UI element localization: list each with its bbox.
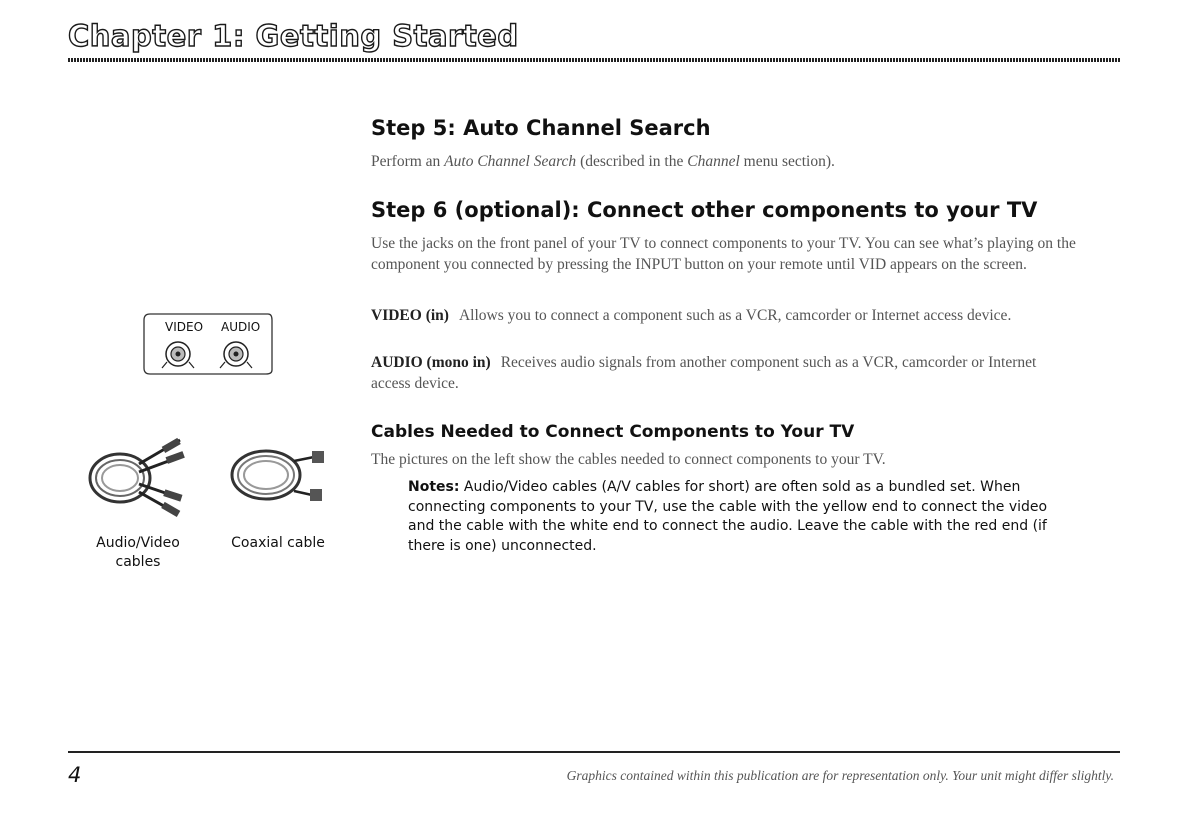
- av-cables-caption-line: Audio/Video: [96, 535, 180, 551]
- audio-jack-label: AUDIO: [221, 320, 261, 334]
- video-in-text: Allows you to connect a component such as a VCR, camcorder or Internet access device.: [458, 307, 1012, 324]
- footer-disclaimer: Graphics contained within this publication are for representation only. Your unit might differ slightly.: [566, 768, 1114, 783]
- video-jack-label: VIDEO: [165, 320, 204, 334]
- step5-text: [371, 151, 1111, 172]
- front-panel-jacks-illustration: [140, 310, 274, 376]
- audio-in-description: [371, 352, 1071, 394]
- chapter-header: [68, 16, 1120, 60]
- step6-intro: Use the jacks on the front panel of your TV to connect components to your TV. You can see what’s playing on the component you connected by pressing the INPUT button on your remote until VID appears on the screen.: [371, 235, 1076, 273]
- chapter-rule: [68, 58, 1120, 62]
- footer-rule: [68, 751, 1120, 753]
- chapter-title: Chapter 1: Getting Started: [68, 19, 519, 53]
- audio-in-term: AUDIO (mono in): [371, 354, 491, 371]
- step5-text-part: (described in the: [576, 153, 688, 170]
- av-cables-illustration: [84, 426, 188, 526]
- step5-text-part: Perform an: [371, 153, 445, 170]
- video-in-description: [371, 305, 1116, 326]
- step5-text-part: menu section).: [739, 153, 835, 170]
- coaxial-cable-caption: Coaxial cable: [231, 535, 325, 551]
- notes-label: Notes:: [408, 479, 460, 495]
- step5-heading: Step 5: Auto Channel Search: [371, 116, 711, 140]
- audio-jack-icon: [220, 342, 252, 368]
- cables-text: The pictures on the left show the cables needed to connect components to your TV.: [371, 451, 886, 468]
- channel-menu-term: Channel: [687, 153, 740, 170]
- page-number: 4: [68, 763, 82, 787]
- av-cables-caption: [78, 534, 198, 572]
- video-in-term: VIDEO (in): [371, 307, 449, 324]
- notes-text: Audio/Video cables (A/V cables for short) are often sold as a bundled set. When connecting components to your TV, use the cable with the yellow end to connect the video and the cable with the white end to connect the audio. Leave the cable with the red end (if there is one) unconnected.: [408, 479, 1048, 554]
- video-jack-icon: [162, 342, 194, 368]
- notes-block: [408, 478, 1068, 556]
- auto-channel-search-term: Auto Channel Search: [444, 153, 577, 170]
- av-cables-caption-line: cables: [115, 554, 161, 570]
- step6-heading: Step 6 (optional): Connect other components to your TV: [371, 198, 1038, 222]
- audio-in-text: Receives audio signals from another component such as a VCR, camcorder or Internet access device.: [371, 354, 1037, 392]
- cables-heading: Cables Needed to Connect Components to Your TV: [371, 422, 855, 442]
- coaxial-cable-illustration: [224, 445, 328, 505]
